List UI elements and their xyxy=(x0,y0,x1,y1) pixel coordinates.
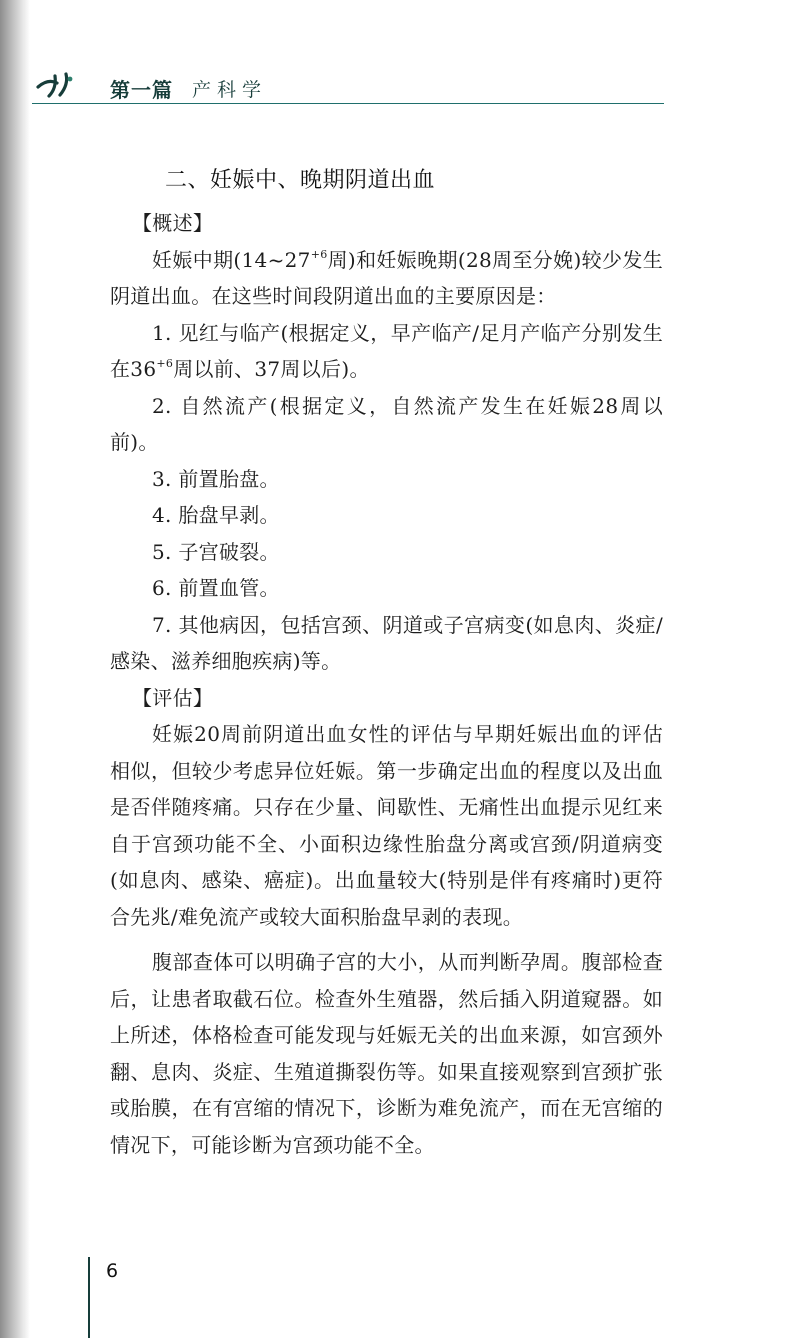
footer-rule xyxy=(88,1257,90,1338)
running-header xyxy=(32,70,664,104)
cause-item-5: 5. 子宫破裂。 xyxy=(152,539,280,564)
body-text xyxy=(110,205,663,1163)
cause-item-6: 6. 前置血管。 xyxy=(152,576,280,600)
header-part-label: 第一篇 xyxy=(110,78,173,102)
page-number: 6 xyxy=(106,1260,119,1282)
header-subject-label: 产科学 xyxy=(192,79,268,101)
cause-item-3: 3. 前置胎盘。 xyxy=(152,466,280,491)
cause-item-7: 7. 其他病因，包括宫颈、阴道或子宫病变(如息肉、炎症/感染、滋养细胞疾病)等。 xyxy=(110,612,663,673)
page-binding-shadow xyxy=(0,0,30,1338)
section-title: 二、妊娠中、晚期阴道出血 xyxy=(165,168,436,193)
assessment-paragraph-1: 妊娠20周前阴道出血女性的评估与早期妊娠出血的评估相似，但较少考虑异位妊娠。第一步确定出血的程度以及出血是否伴随疼痛。只存在少量、间歇性、无痛性出血提示见红来自于宫颈功能不全、小面积边缘性胎盘分离或宫颈/阴道病变(如息肉、感染、癌症)。出血量较大(特别是伴有疼痛时)更符合先兆/难免流产或较大面积胎盘早剥的表现。 xyxy=(110,722,663,929)
cause-item-4: 4. 胎盘早剥。 xyxy=(152,503,280,527)
paragraph-gap xyxy=(110,935,663,944)
cause-item-1: 1. 见红与临产(根据定义，早产临产/足月产临产分别发生在$36^{+6}$周以前、37周以后)。 xyxy=(110,320,663,381)
cause-item-2: 2. 自然流产(根据定义，自然流产发生在妊娠28周以前)。 xyxy=(110,393,663,454)
overview-heading: 【概述】 xyxy=(132,211,214,235)
overview-intro-paragraph: 妊娠中期($14\sim 27^{+6}$周)和妊娠晚期(28周至分娩)较少发生阴道出血。在这些时间段阴道出血的主要原因是： xyxy=(110,247,663,308)
assessment-heading: 【评估】 xyxy=(132,685,214,710)
header-rule xyxy=(32,103,664,104)
logo-icon xyxy=(36,70,74,100)
assessment-paragraph-2: 腹部查体可以明确子宫的大小，从而判断孕周。腹部检查后，让患者取截石位。检查外生殖器，然后插入阴道窥器。如上所述，体格检查可能发现与妊娠无关的出血来源，如宫颈外翻、息肉、炎症、生殖道撕裂伤等。如果直接观察到宫颈扩张或胎膜，在有宫缩的情况下，诊断为难免流产，而在无宫缩的情况下，可能诊断为宫颈功能不全。 xyxy=(110,950,663,1157)
